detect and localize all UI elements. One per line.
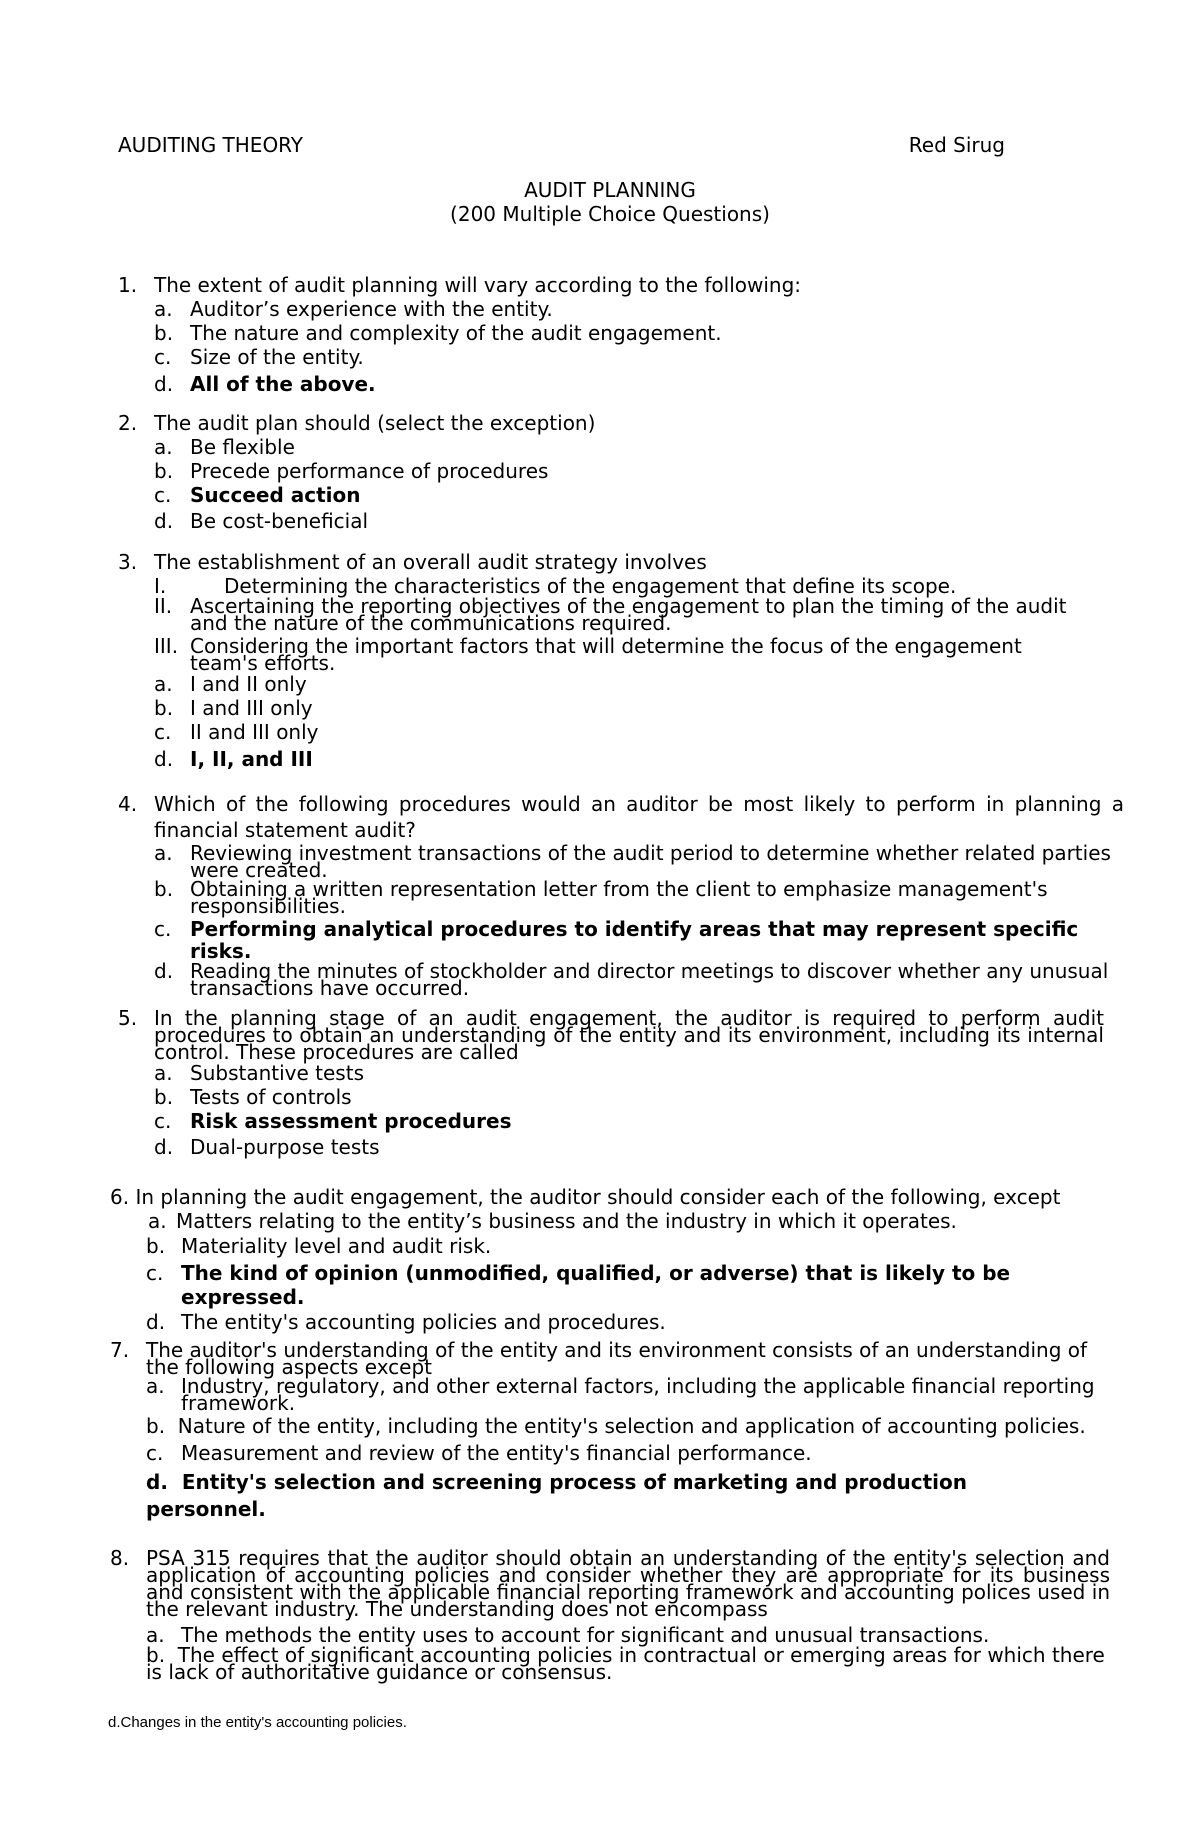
option-d — [118, 959, 1124, 1000]
option-a — [118, 297, 1018, 321]
option-letter: d. — [154, 747, 174, 771]
option-b — [118, 877, 1124, 918]
document-title: AUDIT PLANNING — [524, 178, 696, 202]
option-c-answer — [118, 483, 1018, 507]
option-b — [118, 1085, 1104, 1109]
option-letter: c. — [154, 483, 172, 507]
option-letter: c. — [154, 720, 172, 744]
option-d — [110, 1310, 1110, 1334]
option-text: Matters relating to the entity’s business and the industry in which it operates. — [176, 1209, 957, 1233]
question-text: Which of the following procedures would an auditor be most likely to perform in planning a financial statement audit? — [154, 792, 1124, 842]
option-text: I and II only — [190, 672, 307, 696]
option-letter: d. — [154, 509, 174, 533]
option-letter: b. — [146, 1234, 166, 1258]
question-number: 2. — [118, 411, 138, 435]
option-text: Obtaining a written representation letter from the client to emphasize management's responsibilities. — [190, 877, 1048, 918]
answer-text: Risk assessment procedures — [190, 1109, 512, 1133]
option-letter: a. — [154, 1061, 173, 1085]
statement-text: Considering the important factors that will determine the focus of the engagement team's efforts. — [190, 634, 1022, 675]
option-a — [110, 1374, 1110, 1415]
question-stem — [110, 1546, 1110, 1621]
option-letter: c. — [146, 1261, 164, 1285]
answer-text: Entity's selection and screening process of marketing and production personnel. — [146, 1470, 967, 1521]
option-a — [118, 1061, 1104, 1085]
option-letter: b. — [146, 1643, 166, 1667]
option-text: The entity's accounting policies and procedures. — [181, 1310, 666, 1334]
option-text: Reading the minutes of stockholder and director meetings to discover whether any unusual transactions have occurred. — [190, 959, 1109, 1000]
document-subtitle: (200 Multiple Choice Questions) — [450, 202, 770, 226]
answer-text: All of the above. — [190, 372, 376, 396]
option-letter: a. — [148, 1209, 167, 1233]
question-text: PSA 315 requires that the auditor should obtain an understanding of the entity's selection and application of accounting policies and consider whether they are appropriate for its business and consistent with the applicable financial reporting framework and accounting polices used in the relevant industry. The understanding does not encompass — [146, 1546, 1110, 1621]
question-2 — [118, 411, 1018, 533]
question-text: The auditor's understanding of the entity and its environment consists of an understanding of the following aspects except — [146, 1338, 1088, 1379]
option-letter: b. — [154, 696, 174, 720]
statement-iii — [118, 634, 1078, 675]
option-letter: b. — [154, 877, 174, 901]
answer-text: Succeed action — [190, 483, 361, 507]
option-letter: c. — [154, 917, 172, 941]
option-text: Be flexible — [190, 435, 295, 459]
option-d — [118, 1135, 1104, 1159]
question-text: The extent of audit planning will vary according to the following: — [154, 273, 802, 297]
option-b — [118, 696, 1078, 720]
question-number: 1. — [118, 273, 138, 297]
option-text: Precede performance of procedures — [190, 459, 549, 483]
option-b — [110, 1414, 1110, 1438]
option-letter: a. — [146, 1623, 165, 1647]
option-b — [118, 459, 1018, 483]
option-b — [110, 1234, 1110, 1258]
statement-ii — [118, 594, 1078, 635]
option-text: Nature of the entity, including the entity's selection and application of accounting policies. — [177, 1414, 1086, 1438]
question-stem — [110, 1185, 1110, 1209]
statement-text: Determining the characteristics of the engagement that define its scope. — [224, 574, 957, 598]
option-c — [110, 1441, 1110, 1465]
course-title: AUDITING THEORY — [118, 133, 304, 157]
option-letter: a. — [154, 435, 173, 459]
option-d-answer — [110, 1469, 1026, 1523]
question-stem — [110, 1338, 1110, 1379]
option-c-answer — [110, 1261, 1110, 1309]
option-b — [110, 1643, 1106, 1684]
option-text: Materiality level and audit risk. — [181, 1234, 492, 1258]
option-letter: a. — [154, 841, 173, 865]
option-text: The methods the entity uses to account for significant and unusual transactions. — [181, 1623, 990, 1647]
option-text: Dual-purpose tests — [190, 1135, 380, 1159]
option-letter: b. — [154, 459, 174, 483]
question-stem — [118, 1006, 1104, 1064]
option-letter: d. — [154, 372, 174, 396]
option-c — [118, 720, 1078, 744]
option-c — [118, 345, 1018, 369]
question-5 — [118, 1006, 1104, 1159]
option-text: Size of the entity. — [190, 345, 364, 369]
statement-text: Ascertaining the reporting objectives of the engagement to plan the timing of the audit and the nature of the communications required. — [190, 594, 1067, 635]
question-stem — [118, 550, 1078, 574]
option-text: I and III only — [190, 696, 313, 720]
question-number: 8. — [110, 1546, 130, 1570]
option-text: II and III only — [190, 720, 319, 744]
question-number: 6. — [110, 1185, 130, 1209]
option-d-answer — [118, 747, 1078, 771]
question-stem — [118, 791, 1124, 843]
option-letter: d. — [146, 1470, 168, 1494]
option-letter: d. — [154, 959, 174, 983]
option-text: Be cost-beneficial — [190, 509, 369, 533]
option-text: Industry, regulatory, and other external factors, including the applicable financial reporting framework. — [181, 1374, 1095, 1415]
option-letter: a. — [146, 1374, 165, 1398]
option-a — [110, 1209, 1110, 1233]
option-letter: c. — [154, 345, 172, 369]
option-text: Substantive tests — [190, 1061, 364, 1085]
question-1 — [118, 273, 1018, 396]
author-name: Red Sirug — [908, 133, 1005, 157]
option-text: Auditor’s experience with the entity. — [190, 297, 553, 321]
question-3 — [118, 550, 1078, 771]
question-stem — [118, 411, 1018, 435]
statement-numeral: III. — [154, 634, 179, 658]
option-d — [118, 509, 1018, 533]
statement-numeral: II. — [154, 594, 173, 618]
question-number: 7. — [110, 1338, 130, 1362]
answer-text: I, II, and III — [190, 747, 313, 771]
question-6 — [110, 1185, 1110, 1334]
question-number: 3. — [118, 550, 138, 574]
option-letter: b. — [154, 1085, 174, 1109]
option-a — [118, 841, 1124, 882]
option-letter: b. — [146, 1414, 166, 1438]
option-c-answer — [118, 918, 1124, 962]
option-a — [118, 435, 1018, 459]
question-text: In planning the audit engagement, the auditor should consider each of the following, except — [135, 1185, 1061, 1209]
question-8 — [110, 1546, 1110, 1684]
question-7 — [110, 1338, 1110, 1523]
option-text: The effect of significant accounting policies in contractual or emerging areas for which there is lack of authoritative guidance or consensus. — [146, 1643, 1105, 1684]
option-text: Tests of controls — [190, 1085, 352, 1109]
option-letter: a. — [154, 297, 173, 321]
option-b — [118, 321, 1018, 345]
option-letter: c. — [154, 1109, 172, 1133]
option-a — [118, 672, 1078, 696]
question-text: In the planning stage of an audit engagement, the auditor is required to perform audit procedures to obtain an understanding of the entity and its environment, including its internal control. These procedures are called — [154, 1006, 1104, 1064]
question-4 — [118, 791, 1124, 1000]
question-text: The establishment of an overall audit strategy involves — [154, 550, 707, 574]
answer-text: Performing analytical procedures to identify areas that may represent specific risks. — [190, 917, 1079, 963]
question-stem — [118, 273, 1018, 297]
question-text: The audit plan should (select the exception) — [154, 411, 596, 435]
option-c-answer — [118, 1109, 1104, 1133]
option-text: Reviewing investment transactions of the audit period to determine whether related parties were created. — [190, 841, 1111, 882]
statement-numeral: I. — [154, 574, 167, 598]
option-letter: d. — [146, 1310, 166, 1334]
option-letter: b. — [154, 321, 174, 345]
option-letter: a. — [154, 672, 173, 696]
option-text: The nature and complexity of the audit engagement. — [190, 321, 722, 345]
footnote-option-d: d.Changes in the entity's accounting policies. — [108, 1714, 407, 1731]
option-text: Measurement and review of the entity's financial performance. — [181, 1441, 812, 1465]
question-number: 5. — [118, 1006, 138, 1030]
option-d-answer — [118, 372, 1018, 396]
option-letter: d. — [154, 1135, 174, 1159]
question-number: 4. — [118, 792, 138, 816]
option-letter: c. — [146, 1441, 164, 1465]
answer-text: The kind of opinion (unmodified, qualified, or adverse) that is likely to be expressed. — [181, 1261, 1011, 1309]
